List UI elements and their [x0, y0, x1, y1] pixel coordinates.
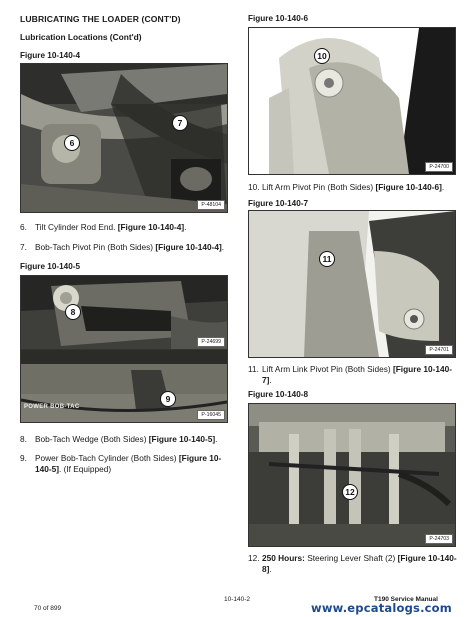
figure-reference: [Figure 10-140-	[397, 553, 457, 563]
callout-6: 6	[64, 135, 80, 151]
cylinder-stencil-text: POWER BOB-TAC	[24, 404, 80, 410]
photo-power-bob-tach-illustration	[21, 350, 227, 422]
list-item-9	[20, 453, 232, 485]
photo-figure-10-140-5-bottom	[20, 349, 228, 423]
figure-label-10-140-5: Figure 10-140-5	[20, 262, 81, 271]
photo-code: P-24699	[197, 337, 225, 347]
photo-figure-10-140-5-top	[20, 275, 228, 350]
callout-10: 10	[314, 48, 330, 64]
page-count: 70 of 899	[34, 605, 62, 612]
item-number: 7.	[20, 242, 27, 252]
figure-reference: [Figure 10-140-4]	[155, 242, 222, 252]
item-number: 10.	[248, 182, 260, 192]
section-header: LUBRICATING THE LOADER (CONT'D)	[20, 14, 181, 24]
callout-8: 8	[65, 304, 81, 320]
figure-label-10-140-7: Figure 10-140-7	[248, 199, 309, 208]
figure-reference: [Figure 10-140-4]	[117, 222, 185, 232]
photo-figure-10-140-8	[248, 403, 456, 547]
figure-label-10-140-6: Figure 10-140-6	[248, 14, 309, 23]
photo-tilt-cylinder-illustration	[21, 64, 227, 212]
section-subheader: Lubrication Locations (Cont'd)	[20, 32, 142, 42]
callout-7: 7	[172, 115, 188, 131]
item-tail: .	[184, 222, 187, 232]
figure-reference-cont: 140-5]	[35, 463, 59, 474]
item-text: Tilt Cylinder Rod End.	[35, 222, 118, 232]
page-reference: 10-140-2	[224, 596, 251, 603]
photo-code: P-16045	[197, 410, 225, 420]
callout-12: 12	[342, 484, 358, 500]
list-item-10	[248, 182, 460, 193]
photo-figure-10-140-4	[20, 63, 228, 213]
figure-reference: [Figure 10-140-	[392, 364, 452, 374]
interval-label: 250 Hours:	[262, 553, 305, 563]
item-text: Lift Arm Link Pivot Pin (Both Sides)	[262, 364, 393, 374]
photo-code: P-24703	[425, 534, 453, 544]
item-text: Steering Lever Shaft (2)	[304, 553, 398, 563]
photo-code: P-24700	[425, 162, 453, 172]
figure-reference: [Figure 10-140-5]	[148, 434, 216, 444]
photo-steering-lever-illustration	[249, 404, 455, 546]
item-tail: .	[215, 434, 218, 444]
figure-reference-cont: 7]	[262, 374, 270, 385]
photo-code: P-24701	[425, 345, 453, 355]
list-item-12	[248, 553, 460, 575]
figure-label-10-140-8: Figure 10-140-8	[248, 390, 309, 399]
photo-figure-10-140-7	[248, 210, 456, 358]
item-text-cont: . (If Equipped)	[58, 463, 112, 474]
figure-reference: [Figure 10-140-6]	[375, 182, 442, 192]
item-tail: .	[441, 182, 445, 192]
item-number: 8.	[20, 434, 27, 444]
item-text: Power Bob-Tach Cylinder (Both Sides)	[35, 453, 179, 463]
photo-code: P-48104	[197, 200, 225, 210]
item-tail: .	[269, 563, 272, 574]
figure-label-10-140-4: Figure 10-140-4	[20, 51, 81, 60]
callout-9: 9	[160, 391, 176, 407]
item-text: Bob-Tach Pivot Pin (Both Sides)	[35, 242, 156, 252]
photo-figure-10-140-6	[248, 27, 456, 175]
photo-lift-arm-link-illustration	[249, 211, 455, 357]
item-tail: .	[221, 242, 225, 252]
list-item-6	[20, 222, 230, 233]
item-number: 12.	[248, 553, 260, 563]
photo-lift-arm-pivot-illustration	[249, 28, 455, 174]
item-text: Bob-Tach Wedge (Both Sides)	[35, 434, 149, 444]
item-number: 11.	[248, 364, 259, 374]
photo-bob-tach-wedge-illustration	[21, 276, 227, 349]
watermark-link[interactable]: www.epcatalogs.com	[311, 601, 452, 615]
item-number: 9.	[20, 453, 27, 463]
manual-title: T190 Service Manual	[374, 596, 438, 603]
item-number: 6.	[20, 222, 27, 232]
item-text: Lift Arm Pivot Pin (Both Sides)	[262, 182, 376, 192]
list-item-7	[20, 242, 230, 253]
figure-reference-cont: 8]	[262, 563, 270, 574]
list-item-8	[20, 434, 232, 445]
callout-11: 11	[319, 251, 335, 267]
item-tail: .	[269, 374, 272, 385]
figure-reference: [Figure 10-	[178, 453, 222, 463]
list-item-11	[248, 364, 460, 386]
